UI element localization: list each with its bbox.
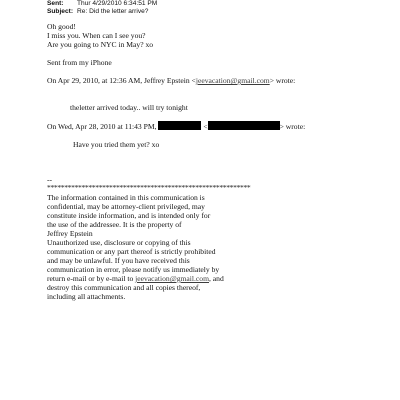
quote1-email-link[interactable]: jeevacation@gmail.com <box>195 76 270 85</box>
disclaimer-email-prefix: return e-mail or by e-mail to <box>47 274 136 283</box>
subject-value: Re: Did the letter arrive? <box>77 8 149 15</box>
footer-dashes: -- <box>47 175 53 184</box>
quote2-prefix: On Wed, Apr 28, 2010 at 11:43 PM, <box>47 122 157 131</box>
body-line-3: Are you going to NYC in May? xo <box>47 40 154 49</box>
quote1-suffix: > wrote: <box>269 76 296 85</box>
sent-label: Sent: <box>47 0 64 7</box>
sent-value: Thur 4/29/2010 6:34:51 PM <box>77 0 158 7</box>
disclaimer-line: Jeffrey Epstein <box>47 229 93 238</box>
disclaimer-line: The information contained in this communication is <box>47 193 205 202</box>
redaction-block-name <box>158 121 201 130</box>
body-line-1: Oh good! <box>47 22 76 31</box>
redaction-block-email <box>208 121 280 130</box>
quote1-text: theletter arrived today.. will try tonight <box>70 103 188 112</box>
disclaimer-email-link[interactable]: jeevacation@gmail.com <box>135 274 209 283</box>
footer-stars: *********************************************************** <box>47 183 251 192</box>
disclaimer-email-suffix: , and <box>208 274 224 283</box>
disclaimer-line: confidential, may be attorney-client privileged, may <box>47 202 205 211</box>
disclaimer-line: communication in error, please notify us immediately by <box>47 265 220 274</box>
signature: Sent from my iPhone <box>47 58 112 67</box>
body-line-2: I miss you. When can I see you? <box>47 31 146 40</box>
quote2-suffix: > wrote: <box>279 122 306 131</box>
disclaimer-line: communication or any part thereof is strictly prohibited <box>47 247 216 256</box>
quote2-lt: < <box>203 122 208 131</box>
disclaimer-email-line <box>47 274 224 283</box>
quote1-prefix: On Apr 29, 2010, at 12:36 AM, Jeffrey Epstein < <box>47 76 196 85</box>
quote2-text: Have you tried them yet? xo <box>73 140 160 149</box>
subject-label: Subject: <box>47 8 74 15</box>
disclaimer-line: including all attachments. <box>47 292 126 301</box>
quote2-header <box>47 121 305 131</box>
disclaimer-line: the use of the addressee. It is the property of <box>47 220 182 229</box>
sent-row <box>47 0 157 8</box>
disclaimer-line: Unauthorized use, disclosure or copying of this <box>47 238 191 247</box>
disclaimer-line: constitute inside information, and is intended only for <box>47 211 211 220</box>
disclaimer-line: and may be unlawful. If you have received this <box>47 256 190 265</box>
subject-row <box>47 8 148 16</box>
disclaimer-line: destroy this communication and all copies thereof, <box>47 283 201 292</box>
quote1-header <box>47 76 295 85</box>
